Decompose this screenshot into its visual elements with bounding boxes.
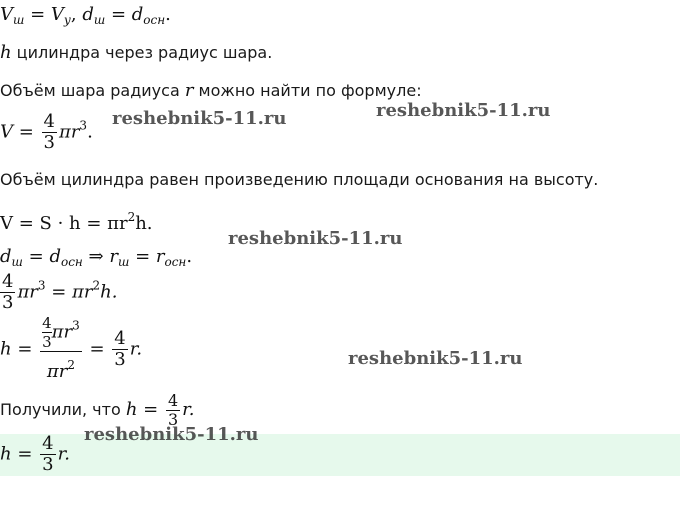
volume-equation: $\frac{4}{3}$ $\pi r^3 = \pi r^2h$. xyxy=(2,271,118,313)
compound-fraction: $\frac{4}{3}$ $\pi r^3$ $\pi r^2$ xyxy=(42,314,80,382)
answer-formula: h = $\frac{4}{3}$ r. xyxy=(0,433,70,475)
watermark: reshebnik5-11.ru xyxy=(376,100,551,121)
height-derivation: h = $\frac{4}{3}$ $\pi r^3$ $\pi r^2$ = $\frac{4}{3}$ r. xyxy=(0,314,142,385)
sphere-volume-formula: V = $\frac{4}{3}$ $\pi r^3$. xyxy=(0,111,93,153)
fraction: $\frac{4}{3}$ xyxy=(42,433,54,475)
watermark: reshebnik5-11.ru xyxy=(84,424,259,445)
result-sentence: Получили, что h = $\frac{4}{3}$ r. xyxy=(0,391,195,429)
watermark: reshebnik5-11.ru xyxy=(228,228,403,249)
fraction: $\frac{4}{3}$ xyxy=(43,111,55,153)
fraction: $\frac{4}{3}$ xyxy=(167,391,179,429)
watermark: reshebnik5-11.ru xyxy=(112,108,287,129)
inner-fraction: $\frac{4}{3}$ xyxy=(42,314,52,351)
fraction: $\frac{4}{3}$ xyxy=(114,328,126,370)
cylinder-volume-formula: $V = S \cdot h = \pi r^2h$. xyxy=(0,210,153,234)
sphere-volume-sentence: Объём шара радиуса r можно найти по формуле: xyxy=(0,80,422,101)
equality-line-volume-diameter: $V_ш = V_у$, $d_ш = d_{осн}$. xyxy=(0,4,171,27)
cylinder-height-sentence: h цилиндра через радиус шара. xyxy=(0,42,273,63)
fraction: $\frac{4}{3}$ xyxy=(2,271,14,313)
watermark: reshebnik5-11.ru xyxy=(348,348,523,369)
cylinder-volume-sentence: Объём цилиндра равен произведению площади основания на высоту. xyxy=(0,170,599,189)
diameter-radius-equality: $d_ш = d_{осн}$ ⇒ $r_ш = r_{осн}$. xyxy=(0,246,193,269)
